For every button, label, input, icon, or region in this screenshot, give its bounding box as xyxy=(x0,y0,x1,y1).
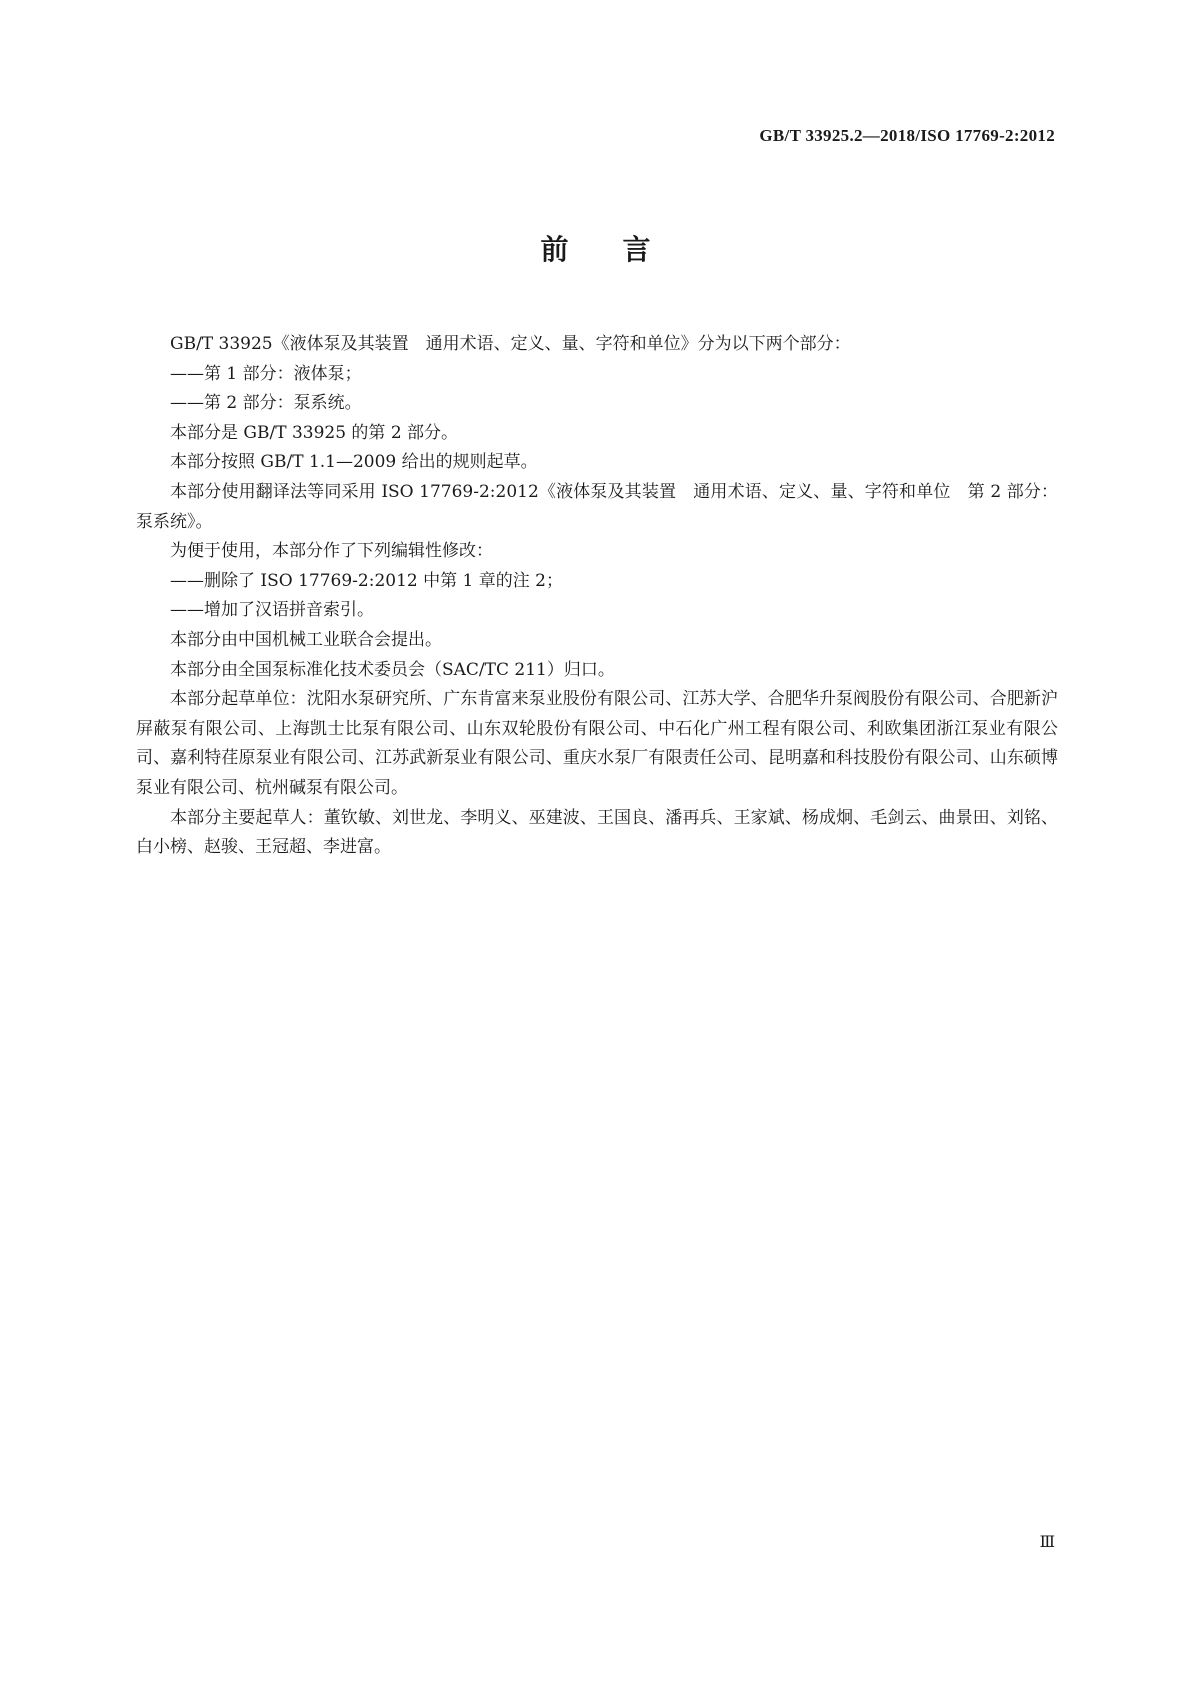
paragraph-drafting-organizations: 本部分起草单位：沈阳水泵研究所、广东肯富来泵业股份有限公司、江苏大学、合肥华升泵阀股份有限公司、合肥新沪屏蔽泵有限公司、上海凯士比泵有限公司、山东双轮股份有限公司、中石化广州工程有限公司、利欧集团浙江泵业有限公司、嘉利特荏原泵业有限公司、江苏武新泵业有限公司、重庆水泵厂有限责任公司、昆明嘉和科技股份有限公司、山东硕博泵业有限公司、杭州碱泵有限公司。 xyxy=(136,689,1058,798)
paragraph-drafting-rules: 本部分按照 GB/T 1.1—2009 给出的规则起草。 xyxy=(170,452,538,473)
list-item-change-2: ——增加了汉语拼音索引。 xyxy=(170,600,374,621)
paragraph-proposer: 本部分由中国机械工业联合会提出。 xyxy=(170,629,442,650)
standard-code-header: GB/T 33925.2—2018/ISO 17769-2:2012 xyxy=(759,126,1055,145)
page-title: 前言 xyxy=(540,233,705,266)
list-item-change-1: ——删除了 ISO 17769-2:2012 中第 1 章的注 2； xyxy=(170,570,563,591)
paragraph-adoption: 本部分使用翻译法等同采用 ISO 17769-2:2012《液体泵及其装置 通用术语、定义、量、字符和单位 第 2 部分：泵系统》。 xyxy=(136,481,1058,532)
list-item-part-1: ——第 1 部分：液体泵； xyxy=(170,363,362,384)
paragraph-committee: 本部分由全国泵标准化技术委员会（SAC/TC 211）归口。 xyxy=(170,659,615,680)
list-item-part-2: ——第 2 部分：泵系统。 xyxy=(170,393,362,414)
paragraph-part-statement: 本部分是 GB/T 33925 的第 2 部分。 xyxy=(170,422,459,443)
paragraph-editorial-changes: 为便于使用，本部分作了下列编辑性修改： xyxy=(170,541,493,562)
page-number: Ⅲ xyxy=(1039,1534,1055,1551)
paragraph-drafters: 本部分主要起草人：董钦敏、刘世龙、李明义、巫建波、王国良、潘再兵、王家斌、杨成炯、毛剑云、曲景田、刘铭、白小榜、赵骏、王冠超、李进富。 xyxy=(136,807,1058,858)
paragraph-parts-intro: GB/T 33925《液体泵及其装置 通用术语、定义、量、字符和单位》分为以下两个部分： xyxy=(170,334,851,354)
foreword-content xyxy=(136,330,1058,863)
